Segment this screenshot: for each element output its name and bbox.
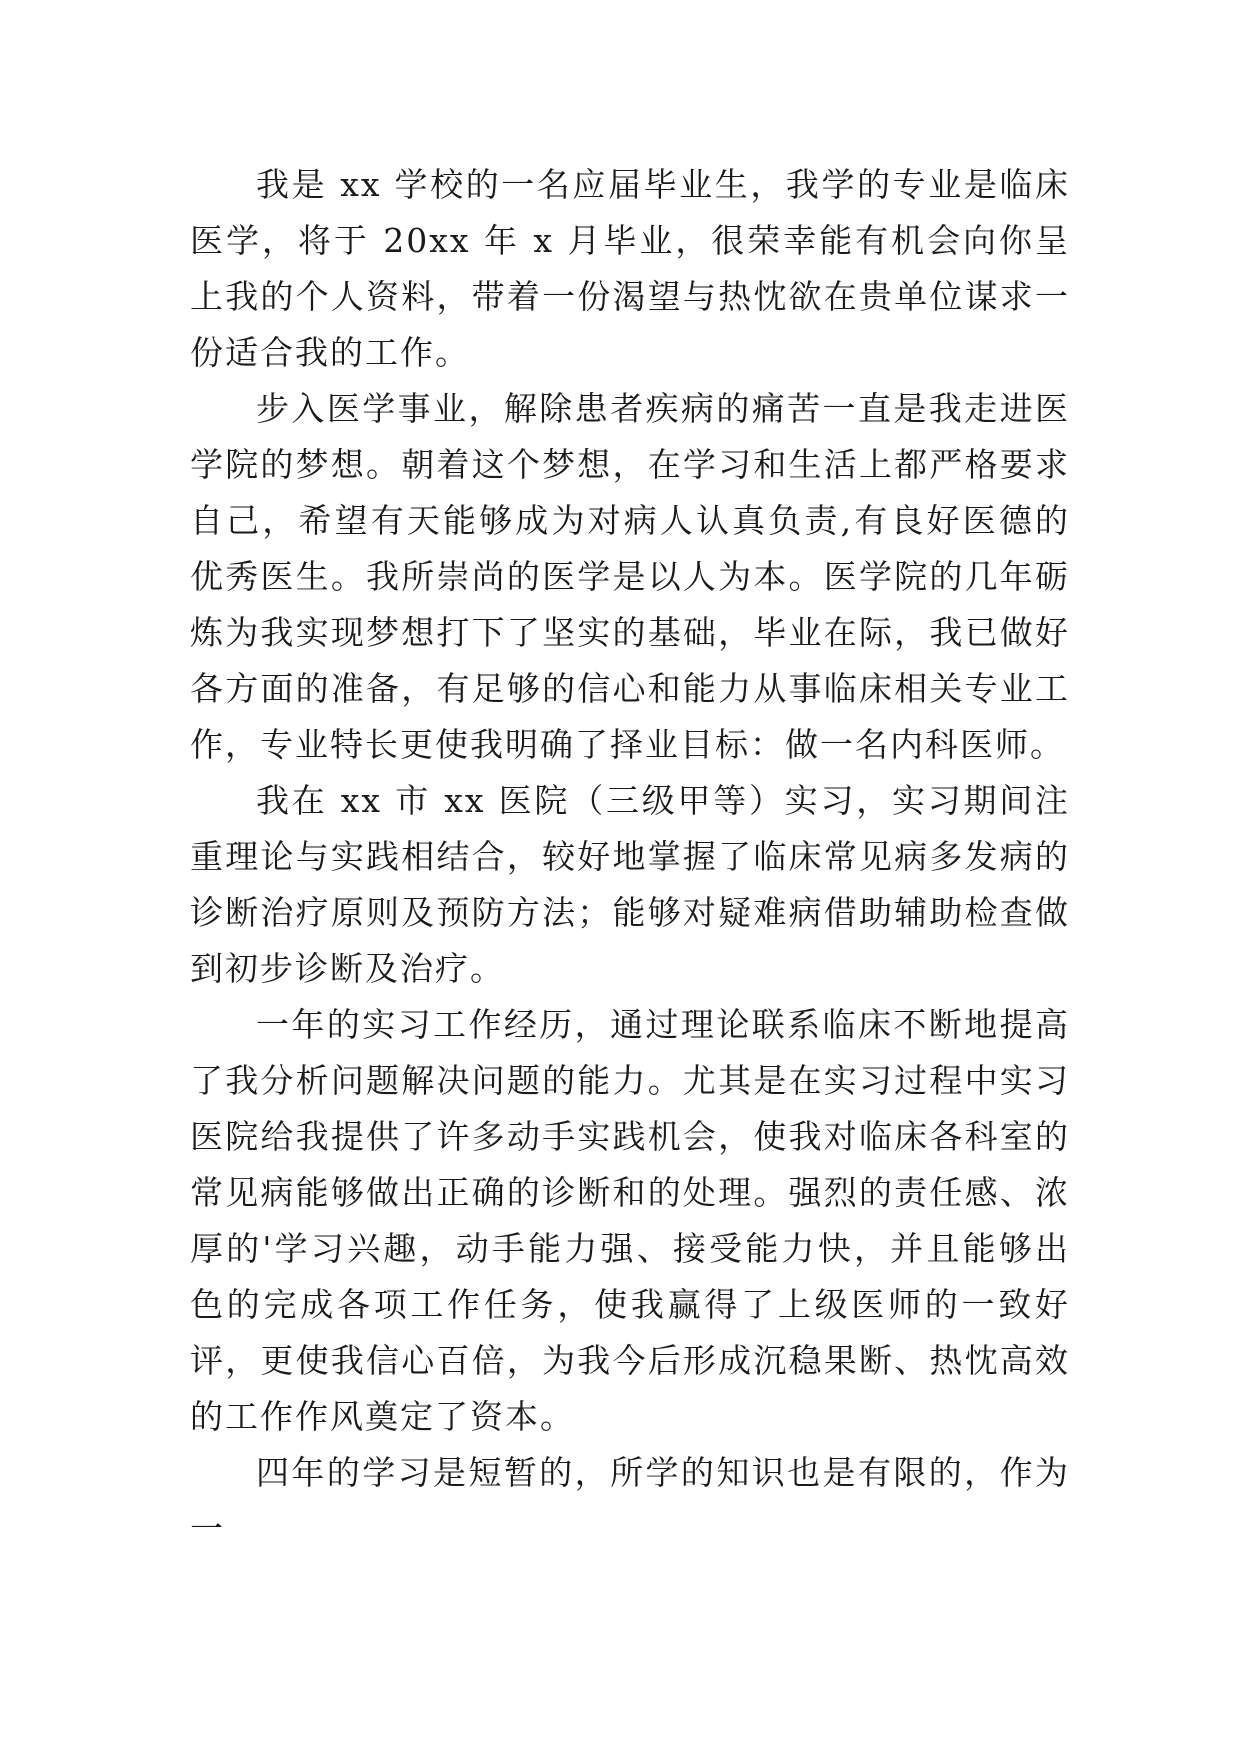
paragraph-internship: 我在 xx 市 xx 医院（三级甲等）实习，实习期间注重理论与实践相结合，较好地掌握了临床常见病多发病的诊断治疗原则及预防方法；能够对疑难病借助辅助检查做到初步诊断及治疗。: [190, 781, 1070, 988]
paragraph-intro: 我是 xx 学校的一名应届毕业生，我学的专业是临床医学，将于 20xx 年 x 月毕业，很荣幸能有机会向你呈上我的个人资料，带着一份渴望与热忱欲在贵单位谋求一份适合我的工作。: [190, 165, 1070, 372]
letter-body: [190, 157, 1070, 1557]
paragraph-study: 四年的学习是短暂的，所学的知识也是有限的，作为一: [190, 1453, 1070, 1548]
paragraph-motivation: 步入医学事业，解除患者疾病的痛苦一直是我走进医学院的梦想。朝着这个梦想，在学习和生活上都严格要求自己，希望有天能够成为对病人认真负责,有良好医德的优秀医生。我所崇尚的医学是以人为本。医学院的几年砺炼为我实现梦想打下了坚实的基础，毕业在际，我已做好各方面的准备，有足够的信心和能力从事临床相关专业工作，专业特长更使我明确了择业目标：做一名内科医师。: [190, 389, 1070, 764]
paragraph-experience: 一年的实习工作经历，通过理论联系临床不断地提高了我分析问题解决问题的能力。尤其是在实习过程中实习医院给我提供了许多动手实践机会，使我对临床各科室的常见病能够做出正确的诊断和的处理。强烈的责任感、浓厚的'学习兴趣，动手能力强、接受能力快，并且能够出色的完成各项工作任务，使我赢得了上级医师的一致好评，更使我信心百倍，为我今后形成沉稳果断、热忱高效的工作作风奠定了资本。: [190, 1005, 1070, 1436]
